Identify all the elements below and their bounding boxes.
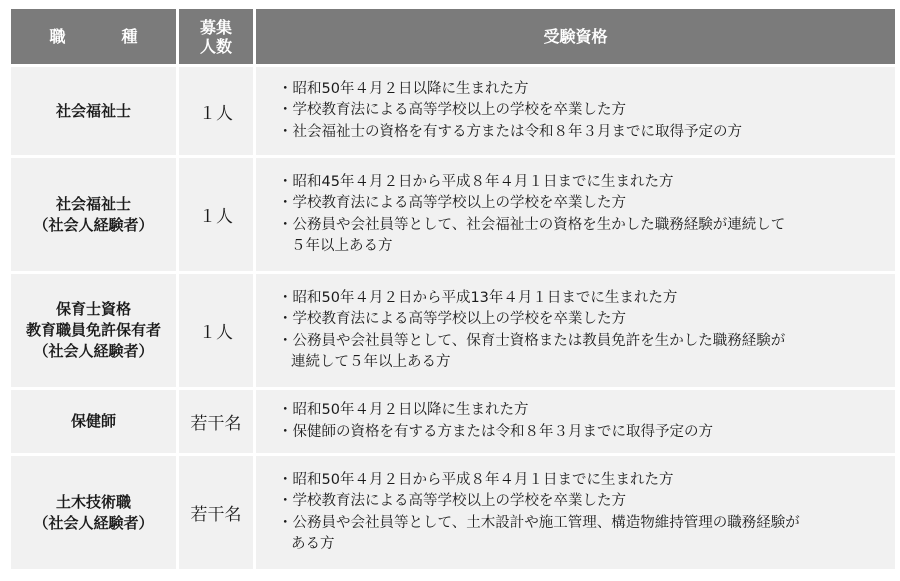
table-row — [11, 390, 895, 453]
qualification-item: ・公務員や会社員等として、社会福祉士の資格を生かした職務経験が連続して — [278, 216, 786, 233]
qualification-cell — [256, 274, 895, 387]
qualification-item: ・学校教育法による高等学校以上の学校を卒業した方 — [278, 493, 626, 509]
job-type-line: 保健師 — [70, 412, 116, 430]
qualification-cell — [256, 456, 895, 569]
job-type-line: 土木技術職 — [55, 492, 131, 511]
job-type-cell — [11, 67, 176, 155]
header-count-line: 募集 — [199, 17, 232, 37]
job-type-line: （社会人経験者） — [33, 342, 154, 360]
table-row — [11, 67, 895, 155]
job-type-line: （社会人経験者） — [33, 215, 154, 234]
qualification-item-continuation: ５年以上ある方 — [291, 238, 393, 254]
job-type-line: 教育職員免許保有者 — [25, 321, 161, 339]
table-row — [11, 274, 895, 387]
qualification-item: ・昭和50年４月２日から平成13年４月１日までに生まれた方 — [278, 289, 678, 306]
qualification-cell — [256, 390, 895, 453]
qualification-item: ・学校教育法による高等学校以上の学校を卒業した方 — [278, 102, 626, 119]
recruitment-table — [8, 6, 898, 572]
header-qualification: 受験資格 — [256, 9, 895, 64]
job-type-line: （社会人経験者） — [33, 513, 154, 532]
header-row — [11, 9, 895, 64]
header-recruit-count — [179, 9, 253, 64]
job-type-cell — [11, 390, 176, 453]
job-type-cell — [11, 274, 176, 387]
table-row — [11, 158, 895, 271]
qualification-item: ・社会福祉士の資格を有する方または令和８年３月までに取得予定の方 — [278, 123, 742, 140]
recruit-count-cell: １人 — [179, 158, 253, 271]
recruit-count-cell: １人 — [179, 274, 253, 387]
recruit-count-cell: 若干名 — [179, 390, 253, 453]
job-type-cell — [11, 456, 176, 569]
table-body — [11, 67, 895, 569]
qualification-item-continuation: 連続して５年以上ある方 — [291, 354, 451, 370]
qualification-item-continuation: ある方 — [291, 536, 335, 552]
recruit-count-cell: １人 — [179, 67, 253, 155]
header-count-line: 人数 — [199, 36, 232, 56]
qualification-item: ・昭和50年４月２日以降に生まれた方 — [278, 402, 529, 418]
qualification-item: ・公務員や会社員等として、土木設計や施工管理、構造物維持管理の職務経験が — [278, 514, 800, 531]
qualification-item: ・公務員や会社員等として、保育士資格または教員免許を生かした職務経験が — [278, 332, 786, 349]
job-type-line: 社会福祉士 — [55, 101, 131, 120]
job-type-cell — [11, 158, 176, 271]
job-type-line: 保育士資格 — [55, 300, 131, 318]
qualification-item: ・昭和50年４月２日から平成８年４月１日までに生まれた方 — [278, 471, 674, 488]
qualification-item: ・昭和45年４月２日から平成８年４月１日までに生まれた方 — [278, 173, 674, 190]
qualification-item: ・昭和50年４月２日以降に生まれた方 — [278, 80, 529, 97]
qualification-item: ・保健師の資格を有する方または令和８年３月までに取得予定の方 — [278, 423, 713, 440]
qualification-item: ・学校教育法による高等学校以上の学校を卒業した方 — [278, 311, 626, 327]
qualification-cell — [256, 67, 895, 155]
header-job-type: 職 種 — [11, 9, 176, 64]
table-row — [11, 456, 895, 569]
qualification-cell — [256, 158, 895, 271]
recruit-count-cell: 若干名 — [179, 456, 253, 569]
job-type-line: 社会福祉士 — [55, 194, 131, 213]
qualification-item: ・学校教育法による高等学校以上の学校を卒業した方 — [278, 195, 626, 211]
